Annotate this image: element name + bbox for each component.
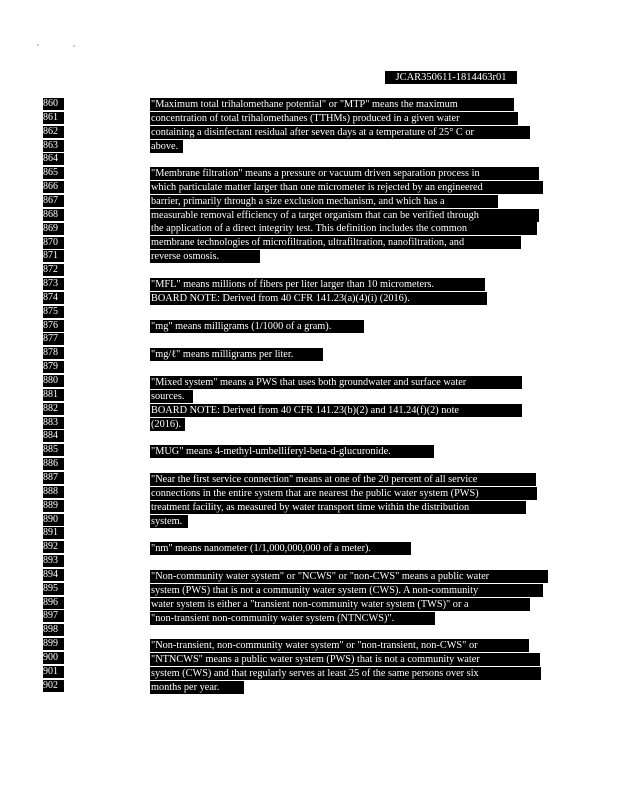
text-line: "MFL" means millions of fibers per liter larger than 10 micrometers. bbox=[150, 278, 485, 291]
text-line: concentration of total trihalomethanes (TTHMs) produced in a given water bbox=[150, 112, 518, 125]
line-number: 867 bbox=[43, 195, 64, 207]
text-line: "Maximum total trihalomethane potential" or "MTP" means the maximum bbox=[150, 98, 514, 111]
line-number: 863 bbox=[43, 140, 64, 152]
text-line: "MUG" means 4-methyl-umbelliferyl-beta-d-glucuronide. bbox=[150, 445, 434, 458]
line-number: 865 bbox=[43, 167, 64, 179]
text-line: "NTNCWS" means a public water system (PWS) that is not a community water bbox=[150, 653, 540, 666]
text-line: the application of a direct integrity test. This definition includes the common bbox=[150, 222, 537, 235]
line-number: 882 bbox=[43, 403, 64, 415]
line-number: 895 bbox=[43, 583, 64, 595]
line-number: 872 bbox=[43, 264, 64, 276]
document-id: JCAR350611-1814463r01 bbox=[385, 71, 517, 84]
text-line: connections in the entire system that are nearest the public water system (PWS) bbox=[150, 487, 537, 500]
line-number: 899 bbox=[43, 638, 64, 650]
line-number: 870 bbox=[43, 237, 64, 249]
text-line: (2016). bbox=[150, 418, 185, 431]
line-number: 898 bbox=[43, 624, 64, 636]
line-number: 861 bbox=[43, 112, 64, 124]
text-line: membrane technologies of microfiltration, ultrafiltration, nanofiltration, and bbox=[150, 236, 521, 249]
line-number: 869 bbox=[43, 223, 64, 235]
text-line: BOARD NOTE: Derived from 40 CFR 141.23(b)(2) and 141.24(f)(2) note bbox=[150, 404, 522, 417]
line-number: 902 bbox=[43, 680, 64, 692]
line-number: 884 bbox=[43, 430, 64, 442]
text-line: system (CWS) and that regularly serves at least 25 of the same persons over six bbox=[150, 667, 541, 680]
scan-speck bbox=[73, 45, 75, 47]
line-number: 879 bbox=[43, 361, 64, 373]
text-line: above. bbox=[150, 140, 183, 153]
line-number: 876 bbox=[43, 320, 64, 332]
line-number: 889 bbox=[43, 500, 64, 512]
text-line: "mg/ℓ" means milligrams per liter. bbox=[150, 348, 323, 361]
text-line: "Membrane filtration" means a pressure or vacuum driven separation process in bbox=[150, 167, 539, 180]
text-line: "mg" means milligrams (1/1000 of a gram). bbox=[150, 320, 364, 333]
text-line: "non-transient non-community water system (NTNCWS)". bbox=[150, 612, 435, 625]
text-line: containing a disinfectant residual after seven days at a temperature of 25° C or bbox=[150, 126, 530, 139]
text-line: "Mixed system" means a PWS that uses both groundwater and surface water bbox=[150, 376, 522, 389]
text-line: barrier, primarily through a size exclusion mechanism, and which has a bbox=[150, 195, 498, 208]
line-number: 891 bbox=[43, 527, 64, 539]
line-number: 881 bbox=[43, 389, 64, 401]
line-number: 900 bbox=[43, 652, 64, 664]
line-number: 875 bbox=[43, 306, 64, 318]
line-number: 888 bbox=[43, 486, 64, 498]
line-number: 893 bbox=[43, 555, 64, 567]
text-line: which particulate matter larger than one micrometer is rejected by an engineered bbox=[150, 181, 543, 194]
line-number: 871 bbox=[43, 250, 64, 262]
line-number: 880 bbox=[43, 375, 64, 387]
line-number: 878 bbox=[43, 347, 64, 359]
text-line: sources. bbox=[150, 390, 193, 403]
text-line: "Near the first service connection" means at one of the 20 percent of all service bbox=[150, 473, 536, 486]
line-number: 868 bbox=[43, 209, 64, 221]
line-number: 887 bbox=[43, 472, 64, 484]
text-line: treatment facility, as measured by water transport time within the distribution bbox=[150, 501, 526, 514]
line-number: 873 bbox=[43, 278, 64, 290]
line-number: 883 bbox=[43, 417, 64, 429]
line-number: 892 bbox=[43, 541, 64, 553]
text-line: months per year. bbox=[150, 681, 244, 694]
text-line: system. bbox=[150, 515, 188, 528]
text-line: measurable removal efficiency of a target organism that can be verified through bbox=[150, 209, 539, 222]
line-number: 885 bbox=[43, 444, 64, 456]
line-number: 860 bbox=[43, 98, 64, 110]
text-line: "Non-transient, non-community water system" or "non-transient, non-CWS" or bbox=[150, 639, 529, 652]
text-line: reverse osmosis. bbox=[150, 250, 260, 263]
line-number: 874 bbox=[43, 292, 64, 304]
scan-speck bbox=[37, 44, 39, 46]
text-line: "nm" means nanometer (1/1,000,000,000 of a meter). bbox=[150, 542, 411, 555]
line-number: 862 bbox=[43, 126, 64, 138]
line-number: 866 bbox=[43, 181, 64, 193]
text-line: "Non-community water system" or "NCWS" or "non-CWS" means a public water bbox=[150, 570, 548, 583]
text-line: water system is either a "transient non-community water system (TWS)" or a bbox=[150, 598, 530, 611]
line-number: 886 bbox=[43, 458, 64, 470]
line-number: 897 bbox=[43, 610, 64, 622]
text-line: system (PWS) that is not a community water system (CWS). A non-community bbox=[150, 584, 543, 597]
line-number: 901 bbox=[43, 666, 64, 678]
line-number: 894 bbox=[43, 569, 64, 581]
line-number: 877 bbox=[43, 333, 64, 345]
line-number: 896 bbox=[43, 597, 64, 609]
text-line: BOARD NOTE: Derived from 40 CFR 141.23(a)(4)(i) (2016). bbox=[150, 292, 487, 305]
line-number: 890 bbox=[43, 514, 64, 526]
line-number: 864 bbox=[43, 153, 64, 165]
